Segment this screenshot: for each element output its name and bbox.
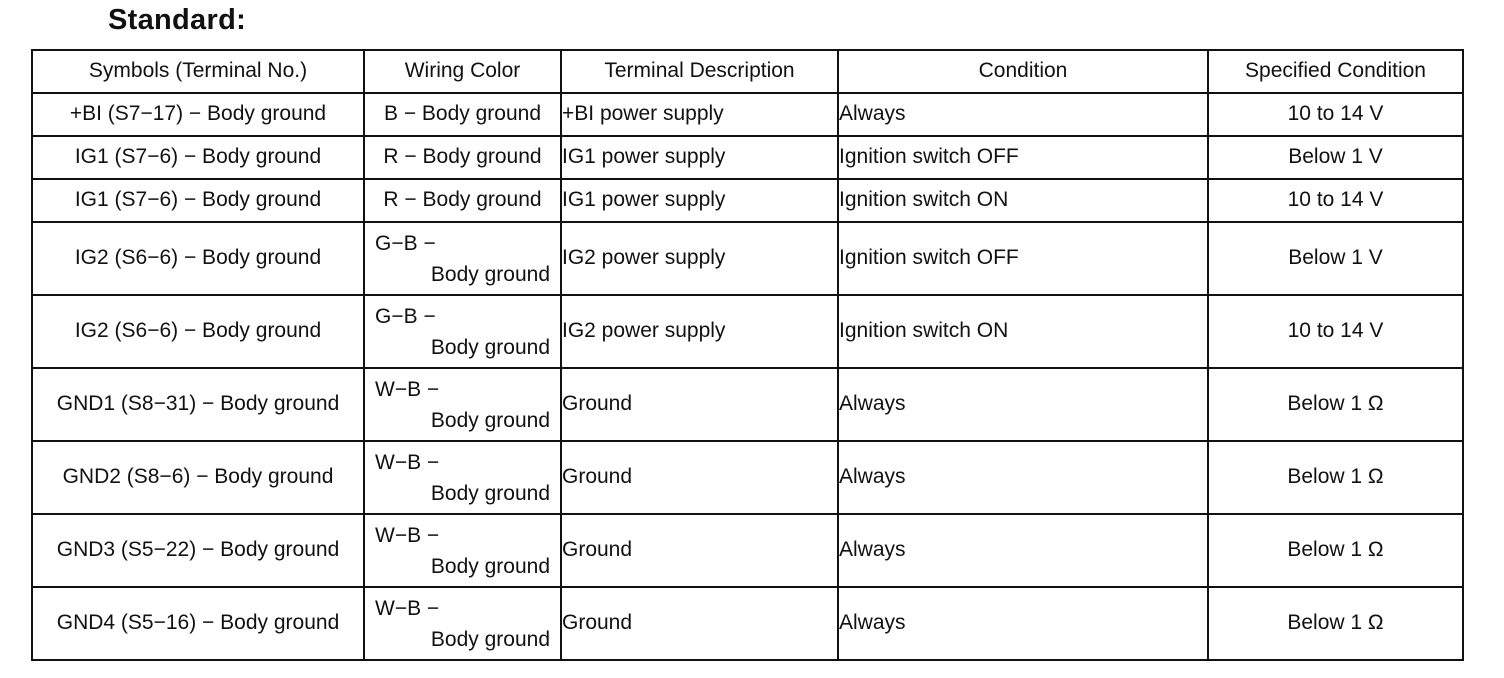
header-specified-condition: Specified Condition xyxy=(1208,50,1463,93)
cell-symbol: +BI (S7−17) − Body ground xyxy=(32,93,364,136)
wiring-color-code: G−B − xyxy=(375,305,436,328)
cell-wiring-color xyxy=(364,441,561,514)
cell-terminal-description: IG1 power supply xyxy=(561,136,838,179)
table-row xyxy=(32,295,1463,368)
cell-symbol: GND3 (S5−22) − Body ground xyxy=(32,514,364,587)
cell-specified-condition: 10 to 14 V xyxy=(1208,93,1463,136)
cell-symbol: GND4 (S5−16) − Body ground xyxy=(32,587,364,660)
cell-symbol: IG2 (S6−6) − Body ground xyxy=(32,295,364,368)
cell-specified-condition: Below 1 Ω xyxy=(1208,368,1463,441)
cell-terminal-description: IG1 power supply xyxy=(561,179,838,222)
wiring-color-ground: Body ground xyxy=(430,554,550,578)
cell-specified-condition: Below 1 V xyxy=(1208,136,1463,179)
cell-wiring-color xyxy=(364,514,561,587)
cell-condition: Ignition switch ON xyxy=(838,295,1208,368)
table-row xyxy=(32,587,1463,660)
cell-wiring-color: B − Body ground xyxy=(364,93,561,136)
wiring-color-code: W−B − xyxy=(375,451,440,474)
cell-condition: Always xyxy=(838,514,1208,587)
table-row xyxy=(32,136,1463,179)
cell-condition: Always xyxy=(838,441,1208,514)
cell-specified-condition: Below 1 V xyxy=(1208,222,1463,295)
cell-specified-condition: Below 1 Ω xyxy=(1208,441,1463,514)
table-row xyxy=(32,441,1463,514)
cell-wiring-color xyxy=(364,587,561,660)
cell-symbol: IG2 (S6−6) − Body ground xyxy=(32,222,364,295)
wiring-color-ground: Body ground xyxy=(430,627,550,651)
table-row xyxy=(32,179,1463,222)
cell-symbol: IG1 (S7−6) − Body ground xyxy=(32,179,364,222)
cell-specified-condition: Below 1 Ω xyxy=(1208,587,1463,660)
table-header-row xyxy=(32,50,1463,93)
cell-wiring-color xyxy=(364,222,561,295)
cell-condition: Ignition switch OFF xyxy=(838,136,1208,179)
cell-wiring-color: R − Body ground xyxy=(364,179,561,222)
cell-condition: Always xyxy=(838,587,1208,660)
wiring-color-ground: Body ground xyxy=(430,408,550,432)
table-row xyxy=(32,222,1463,295)
cell-condition: Always xyxy=(838,93,1208,136)
cell-terminal-description: Ground xyxy=(561,368,838,441)
wiring-color-code: W−B − xyxy=(375,524,440,547)
cell-terminal-description: Ground xyxy=(561,514,838,587)
cell-wiring-color xyxy=(364,295,561,368)
cell-terminal-description: IG2 power supply xyxy=(561,222,838,295)
cell-wiring-color xyxy=(364,368,561,441)
specification-table xyxy=(31,49,1464,661)
header-condition: Condition xyxy=(838,50,1208,93)
cell-terminal-description: Ground xyxy=(561,441,838,514)
wiring-color-ground: Body ground xyxy=(430,481,550,505)
header-terminal-description: Terminal Description xyxy=(561,50,838,93)
wiring-color-ground: Body ground xyxy=(430,262,550,286)
cell-terminal-description: IG2 power supply xyxy=(561,295,838,368)
cell-condition: Always xyxy=(838,368,1208,441)
cell-terminal-description: Ground xyxy=(561,587,838,660)
header-symbols: Symbols (Terminal No.) xyxy=(32,50,364,93)
cell-specified-condition: 10 to 14 V xyxy=(1208,295,1463,368)
cell-terminal-description: +BI power supply xyxy=(561,93,838,136)
page-title: Standard: xyxy=(108,4,247,36)
wiring-color-code: W−B − xyxy=(375,597,440,620)
cell-condition: Ignition switch ON xyxy=(838,179,1208,222)
cell-condition: Ignition switch OFF xyxy=(838,222,1208,295)
cell-symbol: GND2 (S8−6) − Body ground xyxy=(32,441,364,514)
wiring-color-code: G−B − xyxy=(375,232,436,255)
cell-specified-condition: 10 to 14 V xyxy=(1208,179,1463,222)
cell-specified-condition: Below 1 Ω xyxy=(1208,514,1463,587)
table-row xyxy=(32,514,1463,587)
cell-wiring-color: R − Body ground xyxy=(364,136,561,179)
wiring-color-code: W−B − xyxy=(375,378,440,401)
header-wiring-color: Wiring Color xyxy=(364,50,561,93)
table-row xyxy=(32,368,1463,441)
table-row xyxy=(32,93,1463,136)
cell-symbol: GND1 (S8−31) − Body ground xyxy=(32,368,364,441)
wiring-color-ground: Body ground xyxy=(430,335,550,359)
cell-symbol: IG1 (S7−6) − Body ground xyxy=(32,136,364,179)
